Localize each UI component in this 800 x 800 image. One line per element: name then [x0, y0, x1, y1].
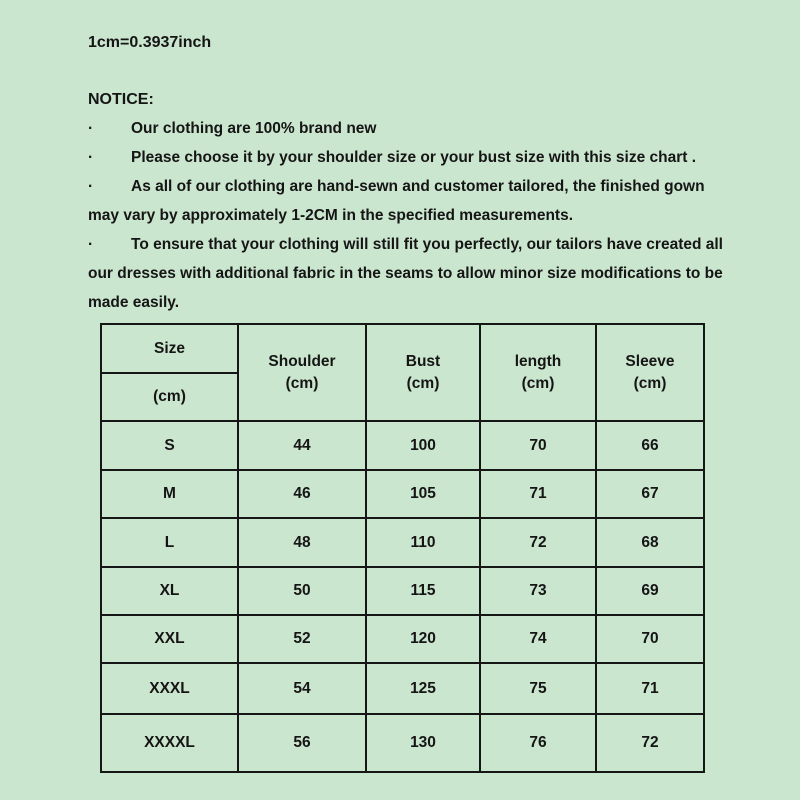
notice-item-text: As all of our clothing are hand-sewn and customer tailored, the finished gown may vary by approximately 1-2CM in the specified measurements.: [88, 178, 705, 224]
sleeve-cell: 72: [596, 714, 704, 772]
table-row: [101, 567, 704, 615]
sleeve-cell: 71: [596, 663, 704, 714]
bust-cell: 110: [366, 518, 480, 567]
length-cell: 72: [480, 518, 596, 567]
col-header-size-unit: (cm): [101, 373, 238, 421]
col-header-size-label: Size: [101, 324, 238, 373]
table-row: [101, 714, 704, 772]
size-cell: XL: [101, 567, 238, 615]
length-cell: 71: [480, 470, 596, 518]
shoulder-cell: 52: [238, 615, 366, 663]
table-row: [101, 470, 704, 518]
length-cell: 70: [480, 421, 596, 470]
bullet-icon: ·: [88, 236, 94, 253]
notice-item: [88, 114, 733, 143]
sleeve-cell: 69: [596, 567, 704, 615]
size-cell: XXXL: [101, 663, 238, 714]
size-cell: XXL: [101, 615, 238, 663]
sleeve-cell: 66: [596, 421, 704, 470]
length-cell: 73: [480, 567, 596, 615]
table-row: [101, 421, 704, 470]
col-header-length: [480, 324, 596, 421]
shoulder-cell: 54: [238, 663, 366, 714]
col-header-sleeve-unit: (cm): [633, 374, 667, 392]
bullet-icon: ·: [88, 178, 94, 195]
size-cell: L: [101, 518, 238, 567]
notice-item-text: To ensure that your clothing will still fit you perfectly, our tailors have created all our dresses with additional fabric in the seams to allow minor size modifications to be made easily.: [88, 236, 723, 311]
sleeve-cell: 70: [596, 615, 704, 663]
notice-item: [88, 172, 733, 230]
notice-item: [88, 143, 733, 172]
col-header-bust-label: Bust: [405, 352, 441, 370]
bust-cell: 130: [366, 714, 480, 772]
size-chart-table: [100, 323, 705, 773]
notice-title: NOTICE:: [88, 91, 154, 108]
bust-cell: 125: [366, 663, 480, 714]
col-header-shoulder-label: Shoulder: [268, 352, 336, 370]
col-header-sleeve: [596, 324, 704, 421]
bust-cell: 120: [366, 615, 480, 663]
shoulder-cell: 46: [238, 470, 366, 518]
sleeve-cell: 68: [596, 518, 704, 567]
bust-cell: 100: [366, 421, 480, 470]
notice-item: [88, 230, 733, 317]
length-cell: 74: [480, 615, 596, 663]
shoulder-cell: 48: [238, 518, 366, 567]
sleeve-cell: 67: [596, 470, 704, 518]
notice-item-text: Please choose it by your shoulder size or your bust size with this size chart .: [131, 149, 697, 166]
notice-item-text: Our clothing are 100% brand new: [131, 120, 377, 137]
shoulder-cell: 56: [238, 714, 366, 772]
table-row: [101, 518, 704, 567]
size-cell: S: [101, 421, 238, 470]
bust-cell: 105: [366, 470, 480, 518]
col-header-shoulder: [238, 324, 366, 421]
shoulder-cell: 50: [238, 567, 366, 615]
col-header-sleeve-label: Sleeve: [625, 352, 675, 370]
table-row: [101, 663, 704, 714]
length-cell: 76: [480, 714, 596, 772]
size-cell: XXXXL: [101, 714, 238, 772]
notice-list: [88, 114, 733, 317]
table-row: [101, 615, 704, 663]
bullet-icon: ·: [88, 149, 94, 166]
col-header-length-label: length: [514, 352, 562, 370]
unit-conversion-note: 1cm=0.3937inch: [88, 34, 212, 51]
length-cell: 75: [480, 663, 596, 714]
bust-cell: 115: [366, 567, 480, 615]
col-header-bust-unit: (cm): [406, 374, 440, 392]
bullet-icon: ·: [88, 120, 94, 137]
col-header-length-unit: (cm): [521, 374, 555, 392]
shoulder-cell: 44: [238, 421, 366, 470]
col-header-bust: [366, 324, 480, 421]
size-cell: M: [101, 470, 238, 518]
col-header-shoulder-unit: (cm): [285, 374, 319, 392]
